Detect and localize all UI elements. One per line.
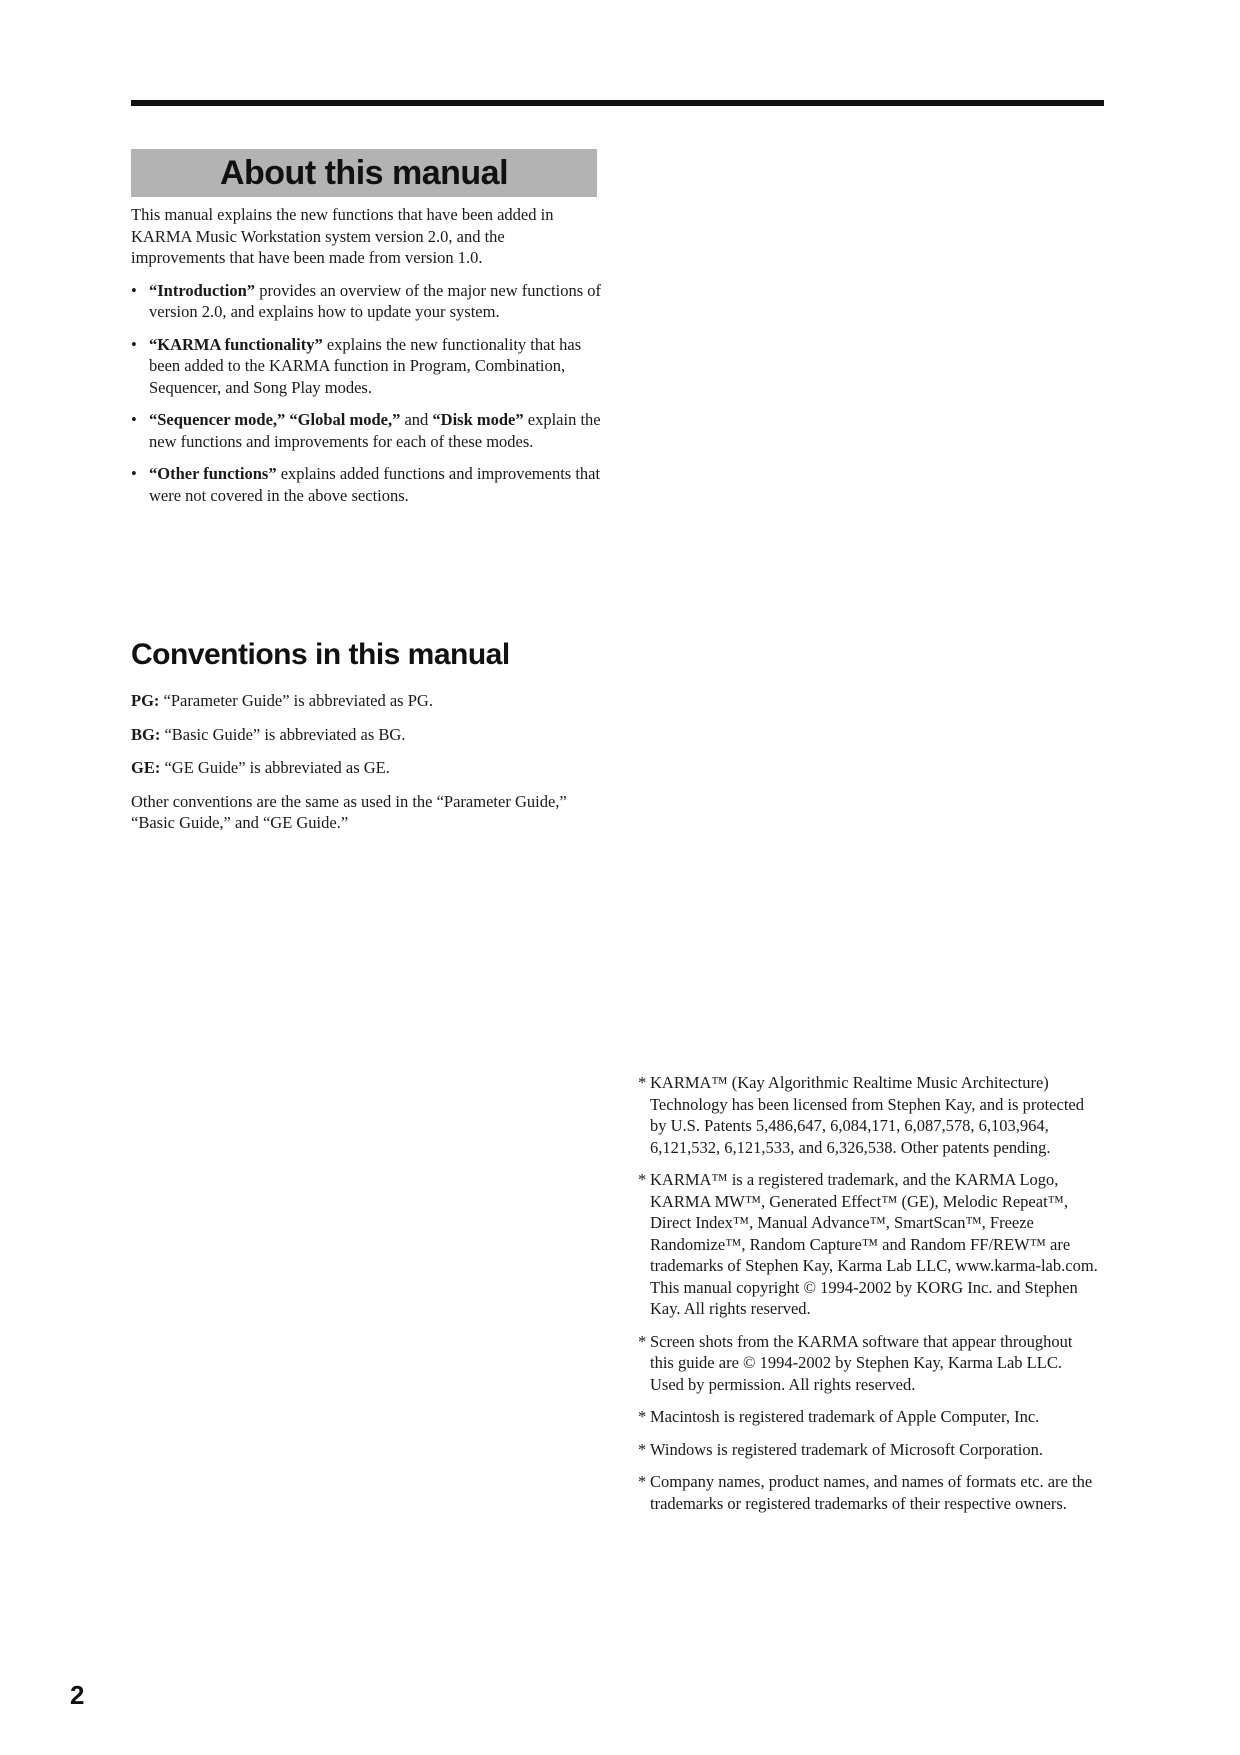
conventions-title: Conventions in this manual: [131, 638, 510, 671]
conventions-section: [131, 690, 601, 846]
intro-paragraph: This manual explains the new functions that have been added in KARMA Music Workstation system version 2.0, and the improvements that have been made from version 1.0.: [131, 205, 554, 267]
conventions-closing: Other conventions are the same as used in the “Parameter Guide,” “Basic Guide,” and “GE Guide.”: [131, 791, 567, 832]
section-title: About this manual: [219, 153, 509, 192]
bullet-text: explains added functions and improvements that were not covered in the above sections.: [149, 464, 601, 505]
trademark-notes: [638, 1072, 1098, 1525]
note-marker: *: [638, 1472, 647, 1491]
convention-item: [131, 724, 601, 746]
bullet-bold-text: “Introduction”: [149, 280, 256, 300]
bullet-item: [131, 334, 601, 399]
note-marker: *: [638, 1073, 647, 1092]
note-item: [638, 1406, 1098, 1428]
note-text: Windows is registered trademark of Microsoft Corporation.: [650, 1439, 1043, 1459]
page-number: 2: [70, 1680, 85, 1710]
note-item: [638, 1331, 1098, 1396]
convention-text: “GE Guide” is abbreviated as GE.: [160, 758, 390, 777]
bullet-bold-text: “Sequencer mode,” “Global mode,”: [149, 410, 401, 429]
note-text: Macintosh is registered trademark of Apple Computer, Inc.: [650, 1407, 1040, 1426]
note-marker: *: [638, 1331, 647, 1351]
note-text: Company names, product names, and names of formats etc. are the trademarks or registered trademarks of their respective owners.: [650, 1472, 1093, 1513]
note-item: [638, 1471, 1098, 1514]
bullet-marker: •: [131, 334, 137, 354]
convention-text: “Basic Guide” is abbreviated as BG.: [160, 724, 406, 744]
bullet-text: provides an overview of the major new functions of version 2.0, and explains how to update your system.: [149, 280, 602, 321]
about-section: [131, 204, 601, 517]
bullet-text: explains the new functionality that has been added to the KARMA function in Program, Combination, Sequencer, and Song Play modes.: [149, 334, 582, 397]
convention-item: [131, 757, 601, 779]
bullet-bold-text: “Other functions”: [149, 464, 277, 483]
bullet-marker: •: [131, 464, 137, 483]
bullet-mid-text: and: [400, 410, 433, 429]
bullet-marker: •: [131, 410, 137, 429]
bullet-bold-text: “KARMA functionality”: [149, 334, 323, 354]
convention-abbr: GE:: [131, 758, 161, 777]
convention-text: “Parameter Guide” is abbreviated as PG.: [159, 691, 433, 710]
note-text: KARMA™ is a registered trademark, and the KARMA Logo, KARMA MW™, Generated Effect™ (GE), Melodic Repeat™, Direct Index™, Manual Advance™, SmartScan™, Freeze Randomize™, Random Capture™ and Random FF/REW™ are trademarks of Stephen Kay, Karma Lab LLC, www.karma-lab.com. This manual copyright © 1994-2002 by KORG Inc. and Stephen Kay. All rights reserved.: [650, 1170, 1098, 1318]
note-item: [638, 1072, 1098, 1158]
section-header: [131, 149, 597, 197]
bullet-marker: •: [131, 280, 137, 300]
note-marker: *: [638, 1170, 647, 1189]
top-rule: [131, 100, 1104, 106]
convention-abbr: PG:: [131, 691, 160, 710]
bullet-item: [131, 280, 601, 323]
bullet-bold-text-2: “Disk mode”: [432, 410, 524, 429]
bullet-list: [131, 280, 601, 507]
note-text: Screen shots from the KARMA software that appear throughout this guide are © 1994-2002 by Stephen Kay, Karma Lab LLC. Used by permission. All rights reserved.: [650, 1331, 1073, 1394]
bullet-item: [131, 409, 601, 452]
note-marker: *: [638, 1439, 647, 1459]
bullet-text: explain the new functions and improvements for each of these modes.: [149, 410, 601, 451]
convention-item: [131, 690, 601, 712]
bullet-item: [131, 463, 601, 506]
convention-abbr: BG:: [131, 724, 161, 744]
note-text: KARMA™ (Kay Algorithmic Realtime Music Architecture) Technology has been licensed from Stephen Kay, and is protected by U.S. Patents 5,486,647, 6,084,171, 6,087,578, 6,103,964, 6,121,532, 6,121,533, and 6,326,538. Other patents pending.: [650, 1073, 1084, 1157]
note-item: [638, 1169, 1098, 1320]
note-item: [638, 1439, 1098, 1461]
note-marker: *: [638, 1407, 647, 1426]
